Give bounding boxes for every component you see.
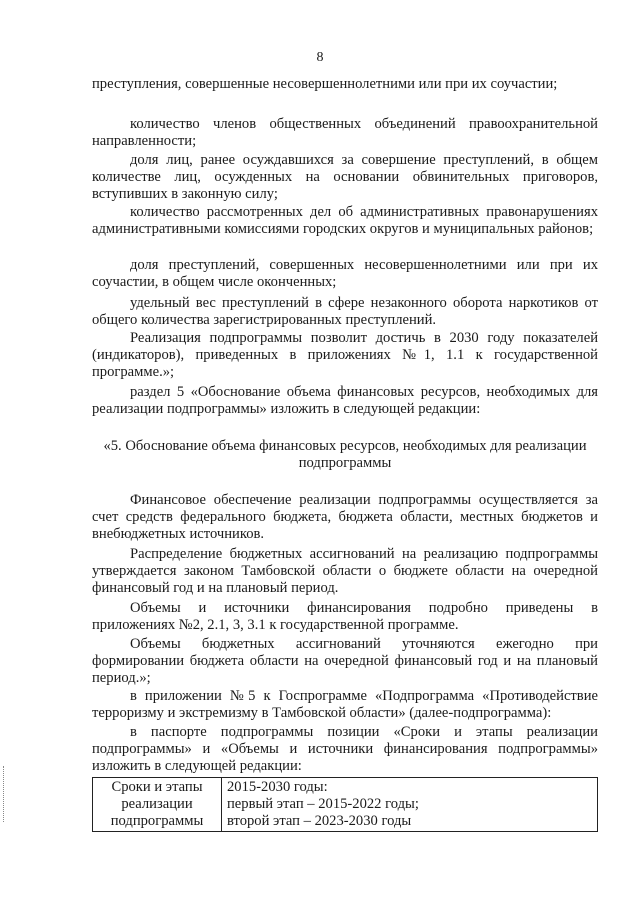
paragraph-13: в приложении №5 к Госпрограмме «Подпрограмма «Противодействие терроризму и экстремизму в Тамбовской области» (далее-подпрограмма):	[92, 688, 598, 721]
paragraph-4: количество рассмотренных дел об административных правонарушениях административными комиссиями городских округов и муниципальных районов;	[92, 204, 598, 237]
table-label-cell: Сроки и этапы реализации подпрограммы	[93, 778, 222, 832]
page-number: 8	[316, 50, 324, 65]
paragraph-7: Реализация подпрограммы позволит достичь в 2030 году показателей (индикаторов), приведенных в приложениях №1, 1.1 к государственной программе.»;	[92, 330, 598, 380]
paragraph-1: преступления, совершенные несовершеннолетними или при их соучастии;	[92, 76, 558, 92]
paragraph-11: Объемы и источники финансирования подробно приведены в приложениях №2, 2.1, 3, 3.1 к государственной программе.	[92, 600, 598, 633]
paragraph-3: доля лиц, ранее осуждавшихся за совершение преступлений, в общем количестве лиц, осужденных на основании обвинительных приговоров, вступивших в законную силу;	[92, 152, 598, 202]
paragraph-9: Финансовое обеспечение реализации подпрограммы осуществляется за счет средств федерального бюджета, бюджета области, местных бюджетов и внебюджетных источников.	[92, 492, 598, 542]
table-line-stage-1: первый этап – 2015-2022 годы;	[227, 796, 419, 812]
paragraph-14: в паспорте подпрограммы позиции «Сроки и этапы реализации подпрограммы» и «Объемы и источники финансирования подпрограммы» изложить в следующей редакции:	[92, 724, 598, 774]
table-line-period: 2015-2030 годы:	[227, 779, 328, 795]
paragraph-5: доля преступлений, совершенных несовершеннолетними или при их соучастии, в общем числе оконченных;	[92, 257, 598, 290]
paragraph-10: Распределение бюджетных ассигнований на реализацию подпрограммы утверждается законом Тамбовской области о бюджете области на очередной финансовый год и на плановый период.	[92, 546, 598, 596]
paragraph-6: удельный вес преступлений в сфере незаконного оборота наркотиков от общего количества зарегистрированных преступлений.	[92, 295, 598, 328]
table-line-stage-2: второй этап – 2023-2030 годы	[227, 813, 412, 829]
table-value-cell	[222, 778, 598, 832]
scan-edge-mark	[3, 766, 6, 822]
passport-table	[92, 777, 598, 832]
paragraph-8: раздел 5 «Обоснование объема финансовых ресурсов, необходимых для реализации подпрограммы» изложить в следующей редакции:	[92, 384, 598, 417]
paragraph-2: количество членов общественных объединений правоохранительной направленности;	[92, 116, 598, 149]
section-heading: «5. Обоснование объема финансовых ресурсов, необходимых для реализации подпрограммы	[103, 438, 587, 471]
paragraph-12: Объемы бюджетных ассигнований уточняются ежегодно при формировании бюджета области на очередной финансовый год и на плановый период.»;	[92, 636, 598, 686]
table-row	[93, 778, 598, 832]
